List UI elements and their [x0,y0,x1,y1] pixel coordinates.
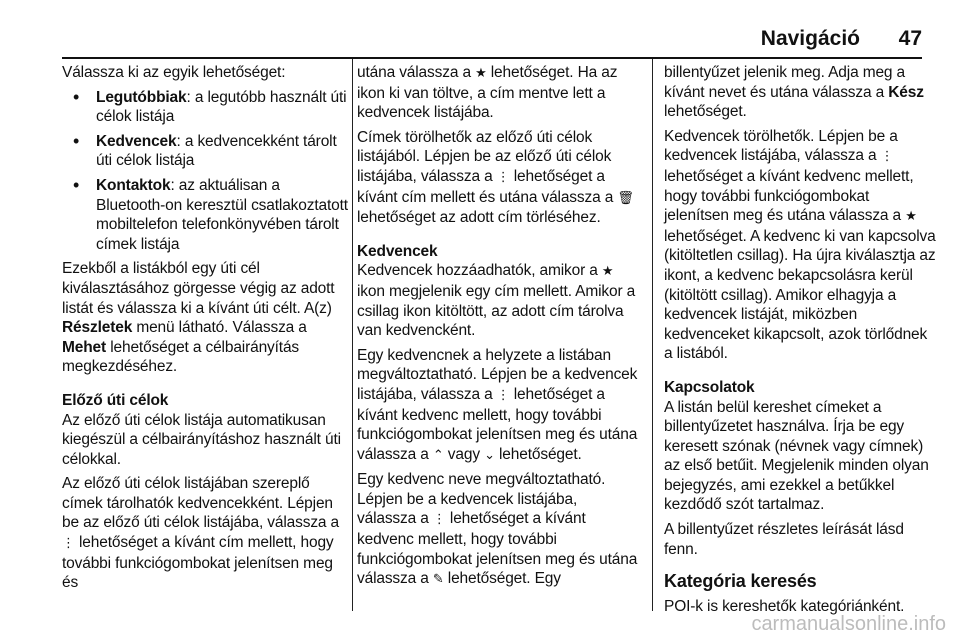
text-run: utána válassza a [357,64,476,81]
text-run: lehetőséget. Egy [443,570,561,588]
text-run: lehetőséget. [664,103,747,121]
section-heading: Kedvencek [357,242,438,260]
list-item-desc: : az aktuálisan a Bluetooth-on keresztül csatlakoztatott mobiltelefon telefonkönyvében tárolt címek listája [96,176,348,253]
column-2 [357,63,640,595]
text-run: lehetőséget a kívánt kedvenc mellett, hogy további funkciógombokat jelenítsen meg és utána válassza a [357,510,638,588]
more-icon: ⋮ [62,536,75,552]
paragraph: A listán belül kereshet címeket a billentyűzetet használva. Írja be egy keresett szónak (névnek vagy címnek) az első betűit. Megjelenik minden olyan bejegyzés, ami ezekkel a betűkkel kezdődő szót tartalmaz. [664,398,929,514]
list-item-desc: : a kedvencekként tárolt úti célok listája [96,132,337,170]
text-run: Kedvencek hozzáadhatók, amikor a [357,262,602,280]
paragraph [62,259,348,377]
text-run: menü látható. Válassza a [132,319,307,337]
column-divider-2 [652,59,653,611]
star-icon: ★ [475,66,487,81]
text-run: lehetőséget a célbairányítás megkezdéséhez. [62,338,300,376]
column-1 [62,63,348,598]
text-run: vagy [443,445,485,463]
paragraph: POI-k is kereshetők kategóriánként. [664,598,905,616]
pencil-icon: ✎ [432,572,444,588]
column-divider-1 [352,59,353,611]
paragraph [357,261,640,340]
more-icon: ⋮ [432,512,446,528]
list-item-desc: : a legutóbb használt úti célok listája [96,88,347,126]
section-heading-large: Kategória keresés [664,571,817,592]
text-run: lehetőséget. [494,445,582,463]
list-item [62,132,348,171]
star-icon: ★ [905,209,917,225]
text-run: Ezekből a listákból egy úti cél kiválasztásához görgesse végig az adott listát és válassza ki a kívánt úti célt. A(z) [62,260,335,317]
section-heading: Előző úti célok [62,391,169,409]
text-run-bold: Mehet [62,338,107,356]
paragraph [62,474,348,593]
paragraph [664,127,936,364]
text-run: lehetőséget a kívánt cím mellett, hogy további funkciógombokat jelenítsen meg és [62,534,334,592]
section-heading: Kapcsolatok [664,378,755,396]
page-number: 47 [898,27,922,50]
list-item [62,176,348,254]
text-run: lehetőséget a kívánt cím mellett és utána válassza a [357,167,618,206]
text-run: Címek törölhetők az előző úti célok listájából. Lépjen be az előző úti célok listájába, válassza a [357,128,612,185]
list-options [62,88,348,255]
text-run: Egy kedvenc neve megváltoztatható. Lépjen be a kedvencek listájába, válassza a [357,471,606,528]
more-icon: ⋮ [880,149,894,165]
list-item-term: Kedvencek [96,132,177,150]
more-icon: ⋮ [496,387,510,403]
paragraph [357,470,640,590]
list-item-term: Legutóbbiak [96,88,187,106]
text-run: Az előző úti célok listájában szereplő címek tárolhatók kedvencekként. Lépjen be az előző úti célok listájába, válassza a [62,475,340,532]
text-run-bold: Részletek [62,319,133,337]
paragraph [357,63,640,123]
paragraph [357,346,640,466]
star-icon: ★ [601,264,614,280]
text-run: Egy kedvencnek a helyzete a listában megváltoztatható. Lépjen be a kedvencek listájába, válassza a [357,346,638,403]
text-run: billentyűzet jelenik meg. Adja meg a kívánt nevet és utána válassza a [664,64,906,101]
paragraph [357,128,640,228]
column-3 [664,63,936,622]
text-run: lehetőséget. A kedvenc ki van kapcsolva (kitöltetlen csillag). Ha újra kiválasztja az ikont, a kedvenc bekapcsolásra kerül (kitöltött csillag). Amikor elhagyja a kedvencek listáját, miközben kedvenceket kikapcsolt, azok törlődnek a listából. [664,227,936,363]
text-run: lehetőséget a kívánt kedvenc mellett, hogy további funkciógombokat jelenítsen meg és utána válassza a [357,385,638,463]
chevron-up-icon: ⌃ [432,447,444,463]
list-item [62,88,348,127]
text-run: lehetőséget. Ha az ikon ki van töltve, a cím mentve lett a kedvencek listájába. [357,64,618,122]
trash-icon: 🗑 [617,190,634,206]
more-icon: ⋮ [496,169,510,185]
text-run: lehetőséget a kívánt kedvenc mellett, hogy további funkciógombokat jelenítsen meg és utána válassza a [664,167,914,225]
paragraph [664,63,936,122]
header-rule [62,57,922,59]
list-item-term: Kontaktok [96,176,171,194]
watermark: carmanualsonline.info [751,613,946,635]
text-run: ikon megjelenik egy cím mellett. Amikor a csillag ikon kitöltött, az adott cím tárolva van kedvencként. [357,282,636,340]
text-run: Kedvencek törölhetők. Lépjen be a kedvencek listájába, válassza a [664,127,898,165]
chevron-down-icon: ⌄ [484,447,495,463]
page-header [0,0,960,60]
text-run: lehetőséget az adott cím törléséhez. [357,209,601,227]
intro-text: Válassza ki az egyik lehetőséget: [62,64,286,81]
paragraph: Az előző úti célok listája automatikusan kiegészül a célbairányításhoz használt úti célokkal. [62,411,341,468]
text-run-bold: Kész [888,83,924,101]
page-title: Navigáció [760,27,860,50]
paragraph: A billentyűzet részletes leírását lásd fenn. [664,521,904,558]
